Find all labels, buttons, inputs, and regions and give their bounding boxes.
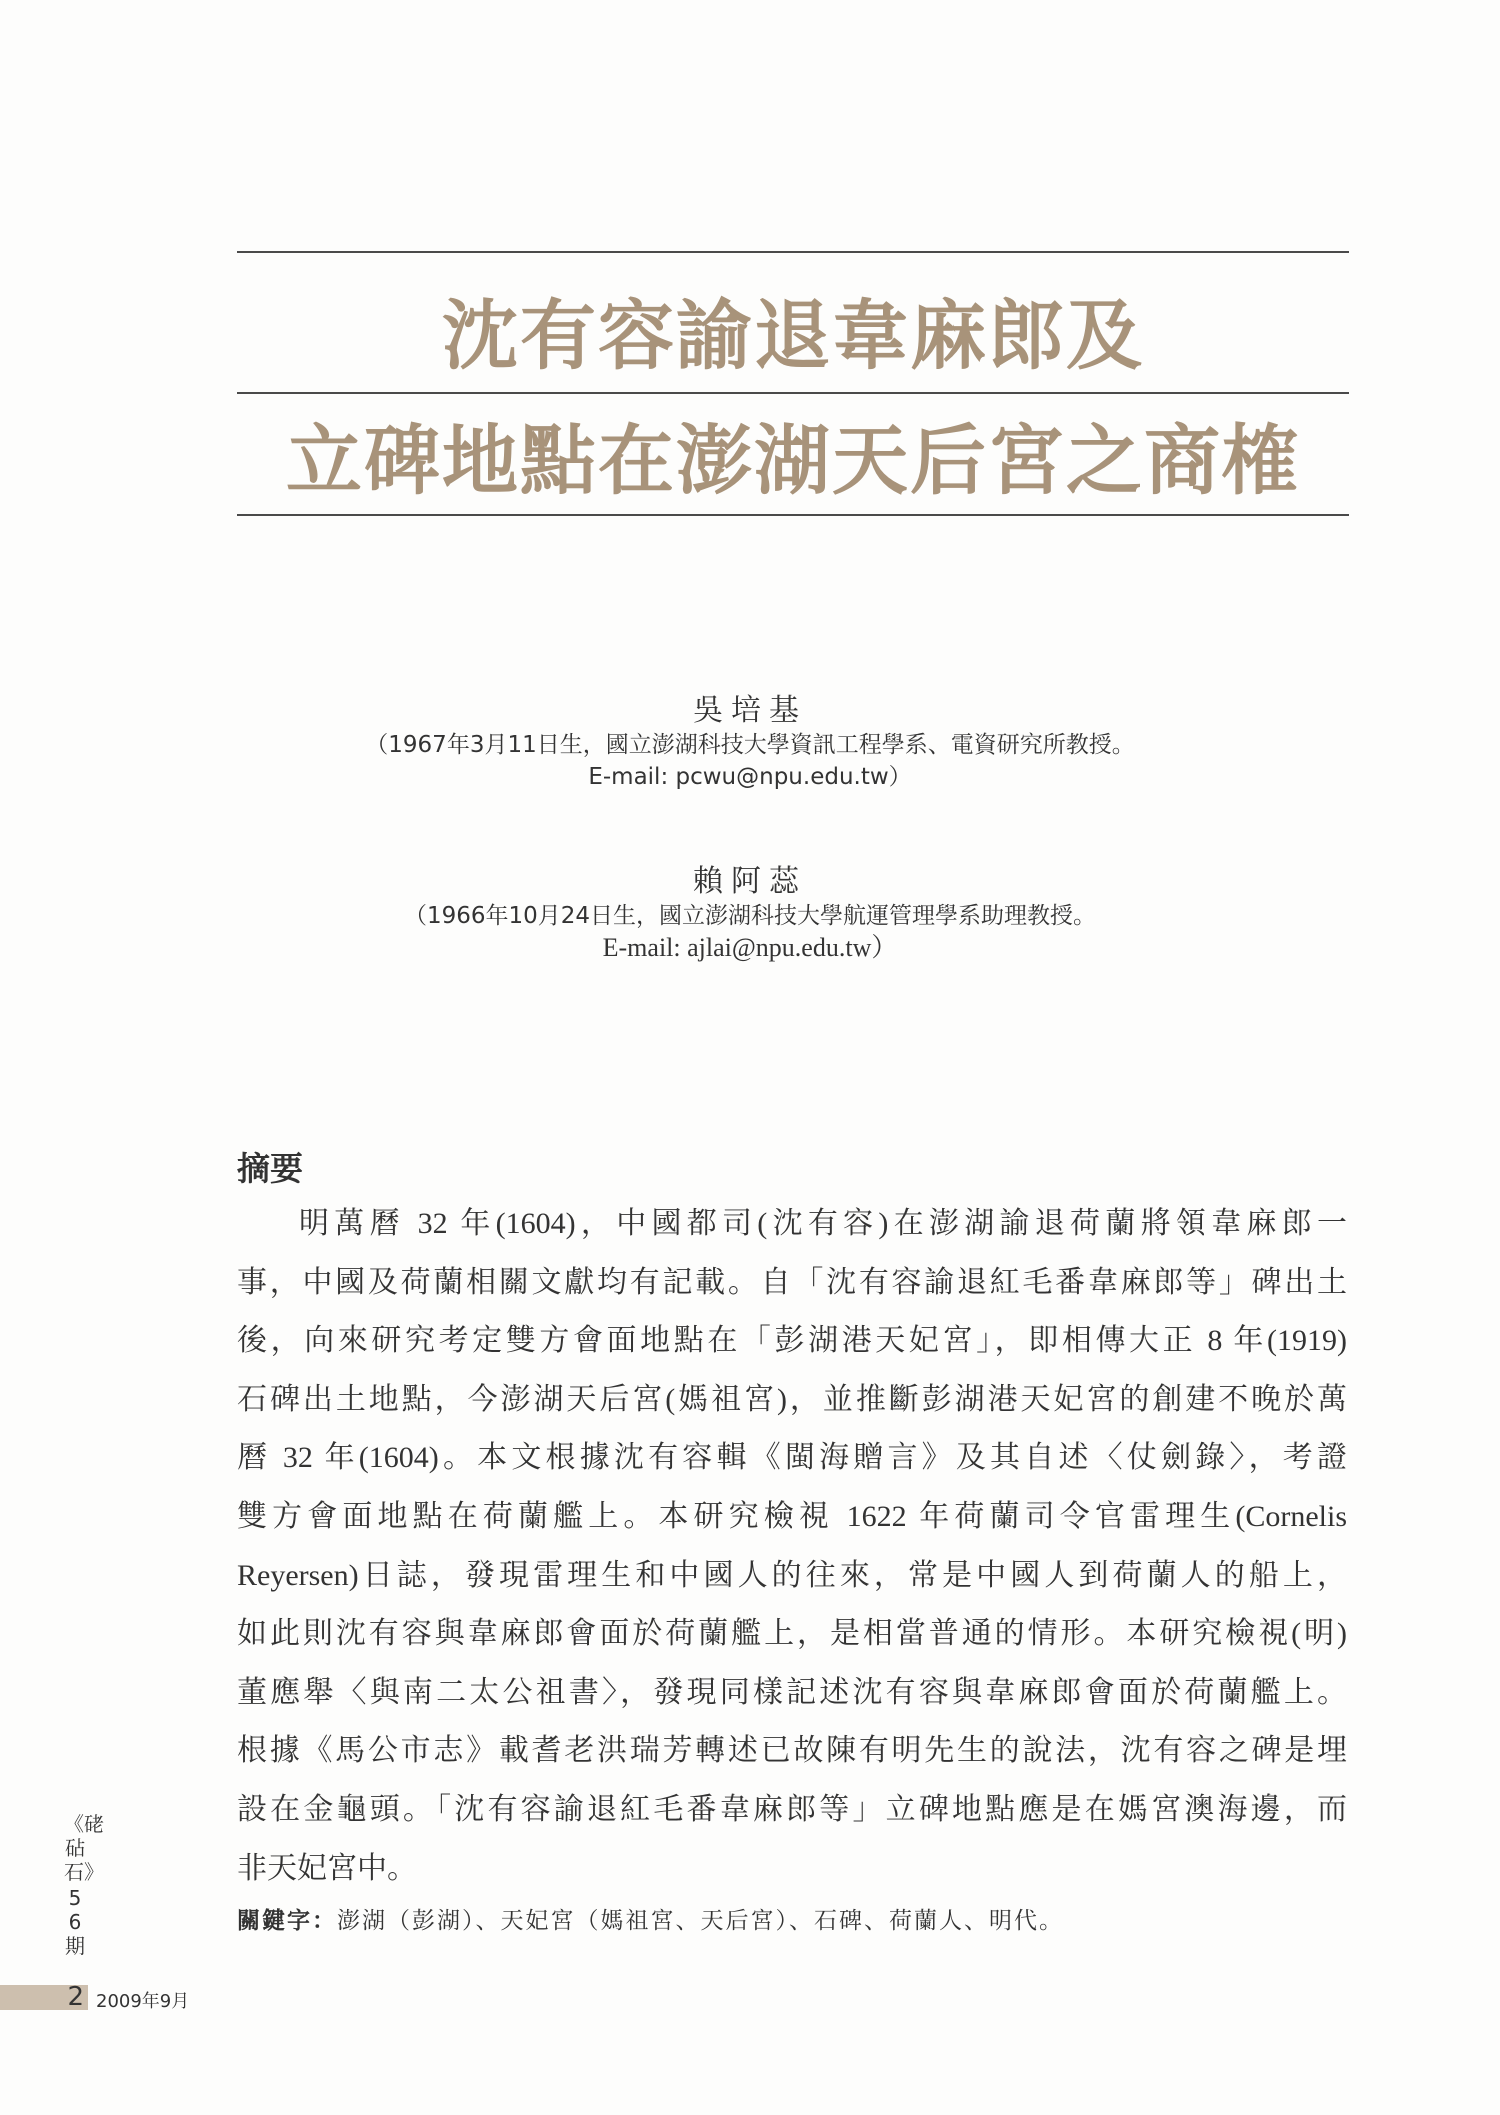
author-affiliation: （1967年3月11日生，國立澎湖科技大學資訊工程學系、電資研究所教授。: [365, 732, 1135, 758]
abstract-line: 根據《馬公市志》載耆老洪瑞芳轉述已故陳有明先生的說法，沈有容之碑是埋: [237, 1734, 1347, 1768]
author-name: 賴阿蕊: [693, 864, 807, 899]
abstract-line: Reyersen)日誌，發現雷理生和中國人的往來，常是中國人到荷蘭人的船上，: [237, 1558, 1347, 1592]
abstract-line: 如此則沈有容與韋麻郎會面於荷蘭艦上，是相當普通的情形。本研究檢視(明): [237, 1617, 1347, 1651]
title-rule-middle: [237, 392, 1349, 394]
abstract-line: 事，中國及荷蘭相關文獻均有記載。自「沈有容諭退紅毛番韋麻郎等」碑出土: [237, 1265, 1347, 1299]
abstract-line: 後，向來研究考定雙方會面地點在「彭湖港天妃宮」，即相傳大正 8 年(1919): [237, 1324, 1347, 1358]
abstract-line: 曆 32 年(1604)。本文根據沈有容輯《閩海贈言》及其自述〈仗劍錄〉，考證: [237, 1441, 1347, 1475]
journal-name: 《硓砧石》: [64, 1812, 104, 1884]
abstract-body: [237, 1195, 1347, 1898]
abstract-line: 雙方會面地點在荷蘭艦上。本研究檢視 1622 年荷蘭司令官雷理生(Cornelis: [237, 1499, 1347, 1533]
abstract-line: 明萬曆 32 年(1604)，中國都司(沈有容)在澎湖諭退荷蘭將領韋麻郎一: [299, 1207, 1347, 1240]
author-2: [0, 856, 1500, 964]
abstract-line: 設在金龜頭。「沈有容諭退紅毛番韋麻郎等」立碑地點應是在媽宮澳海邊，而: [237, 1792, 1347, 1826]
abstract-line: 石碑出土地點，今澎湖天后宮(媽祖宮)，並推斷彭湖港天妃宮的創建不晚於萬: [237, 1382, 1347, 1416]
abstract-line: 董應舉〈與南二太公祖書〉，發現同樣記述沈有容與韋麻郎會面於荷蘭艦上。: [237, 1675, 1347, 1709]
keywords-label: 關鍵字：: [237, 1907, 337, 1934]
page-number-bar: [0, 1982, 88, 2012]
author-email: E-mail: pcwu@npu.edu.tw）: [588, 764, 912, 790]
journal-issue: 56期: [65, 1886, 85, 1958]
abstract-heading: 摘要: [237, 1149, 303, 1188]
page-number: 2: [67, 1982, 84, 2012]
title-rule-top: [237, 251, 1349, 253]
author-email: E-mail: ajlai@npu.edu.tw）: [602, 933, 898, 962]
author-name: 吳培基: [693, 693, 807, 728]
issue-date: 2009年9月: [96, 1991, 190, 2012]
author-affiliation: （1966年10月24日生，國立澎湖科技大學航運管理學系助理教授。: [403, 903, 1097, 929]
abstract-line: 非天妃宮中。: [237, 1851, 417, 1885]
title-line-2: 立碑地點在澎湖天后宮之商榷: [286, 416, 1300, 505]
journal-name-vertical: [58, 1812, 104, 1958]
keywords: [237, 1902, 1064, 1935]
author-1: [0, 685, 1500, 793]
title-rule-bottom: [237, 514, 1349, 516]
keywords-text: 澎湖（彭湖）、天妃宮（媽祖宮、天后宮）、石碑、荷蘭人、明代。: [337, 1908, 1064, 1934]
title-line-1: 沈有容諭退韋麻郎及: [442, 291, 1144, 380]
